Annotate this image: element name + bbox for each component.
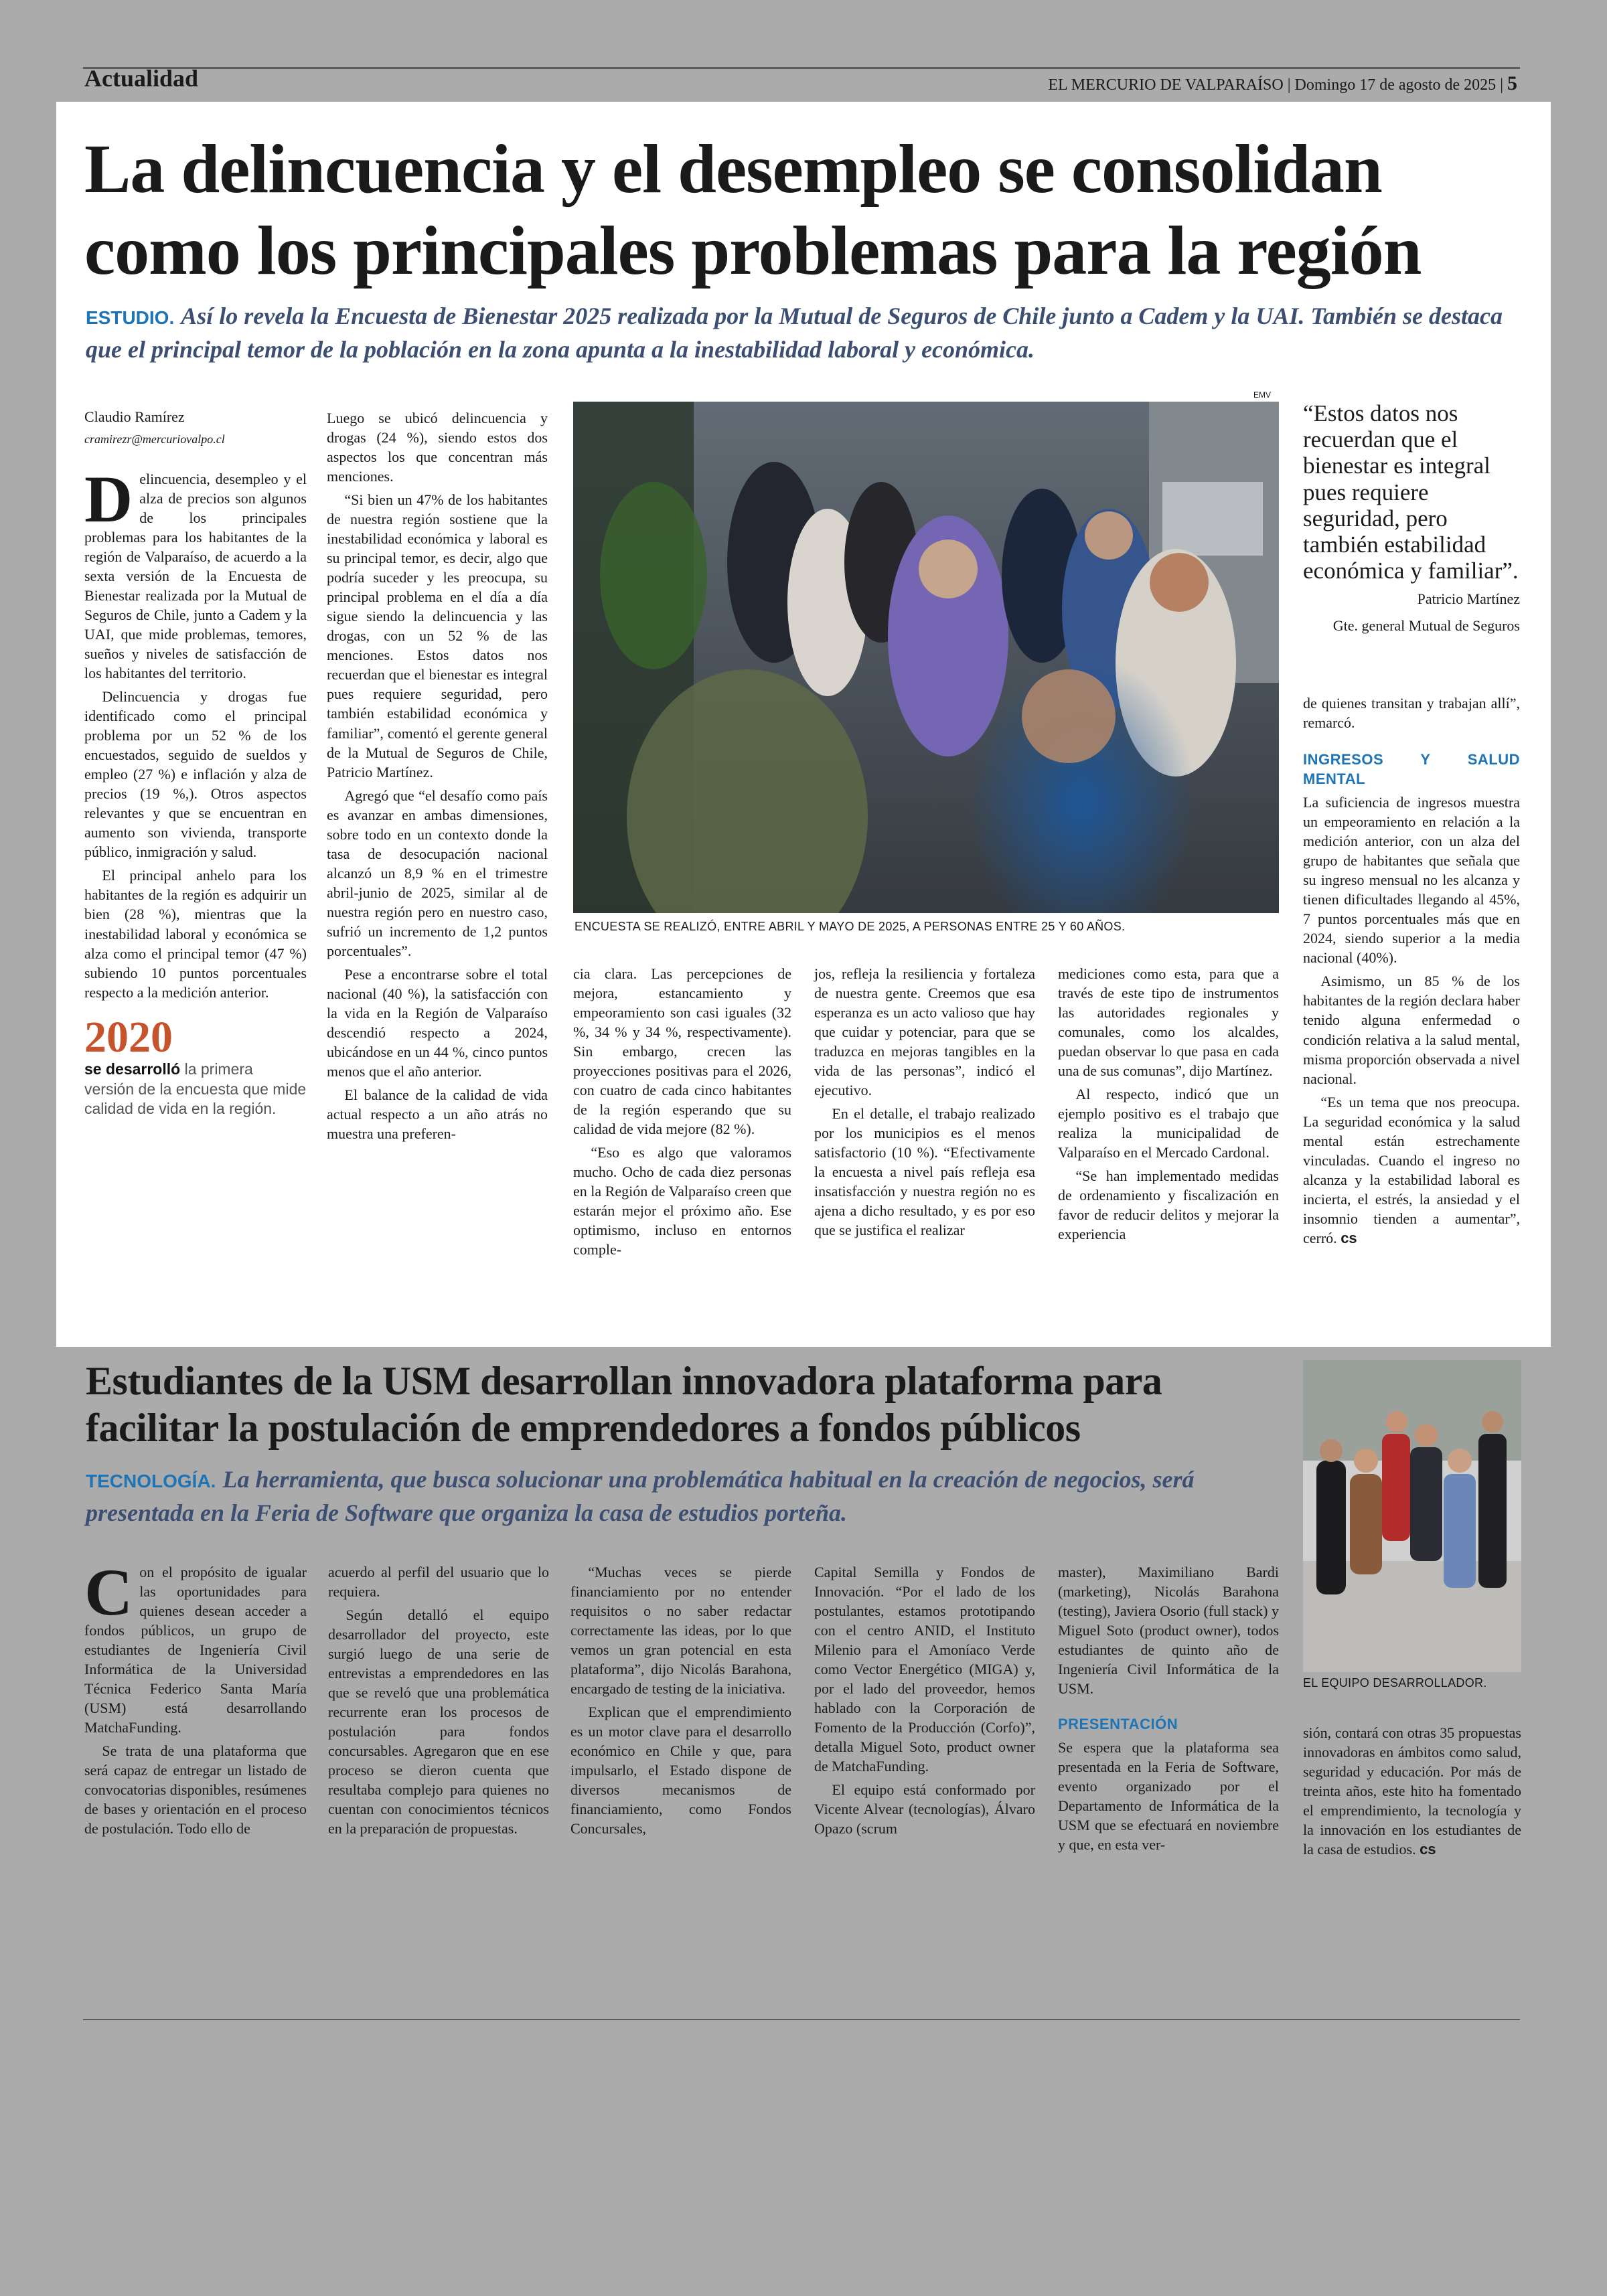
main-column-6 — [1303, 693, 1520, 1252]
section-label: Actualidad — [84, 65, 199, 92]
main-col2-paragraph-4: Pese a encontrarse sobre el total nacional (40 %), la satisfacción con la vida en la Región de Valparaíso descendió respecto a 2024, ubicándose en un 44 %, cinco puntos menos que el año anterior. — [327, 965, 548, 1080]
second-column-1 — [84, 1555, 307, 1842]
stat-bold: se desarrolló — [84, 1060, 181, 1078]
stat-year: 2020 — [84, 1012, 173, 1062]
main-col1-paragraph-1: Delincuencia, desempleo y el alza de precios son algunos de los principales problemas para los habitantes de la región de Valparaíso, de acuerdo a la sexta versión de la Encuesta de Bienestar realizada por la Mutual de Seguros de Chile, junto a Cadem y la UAI, que mide problemas, temores, sueños y niveles de satisfacción de los habitantes del territorio. — [84, 461, 307, 682]
main-lead — [86, 300, 1525, 366]
second-col1-paragraph-2: Se trata de una plataforma que será capaz de entregar un listado de convocatorias disponibles, resúmenes de bases y orientación en el proceso de postulación. Todo ello de — [84, 1742, 307, 1837]
second-col2-paragraph-1: acuerdo al perfil del usuario que lo requiera. — [328, 1564, 549, 1601]
quote-role: Gte. general Mutual de Seguros — [1332, 617, 1520, 635]
main-photo-caption: ENCUESTA SE REALIZÓ, ENTRE ABRIL Y MAYO DE 2025, A PERSONAS ENTRE 25 Y 60 AÑOS. — [575, 920, 1126, 933]
second-col6-paragraph-1: sión, contará con otras 35 propuestas innovadoras en ámbitos como salud, seguridad y educación. Por más de treinta años, este hito ha fomentado el emprendimiento, la tecnología y la innovación en los estudiantes de la casa de estudios. cs — [1303, 1724, 1521, 1858]
main-headline: La delincuencia y el desempleo se consolidan como los principales problemas para la región — [84, 131, 1422, 289]
second-col3-paragraph-1: “Muchas veces se pierde financiamiento por no entender requisitos o no saber redactar correctamente las ideas, por lo que vemos un gran potencial en esta plataforma”, dijo Nicolás Barahona, encargado de testing de la iniciativa. — [570, 1564, 791, 1698]
second-col1-paragraph-1: Con el propósito de igualar las oportunidades para quienes desean acceder a fondos públicos, un grupo de estudiantes de Ingeniería Civil Informática de la Universidad Técnica Federico Santa María (USM) está desarrollando MatchaFunding. — [84, 1555, 307, 1736]
main-col3-paragraph-1: cia clara. Las percepciones de mejora, estancamiento y empeoramiento son casi iguales (32 %, 34 % y 34 %, respectivamente). Sin embargo, crecen las proyecciones positivas para el 2026, con cuatro de cada cinco habitantes de la región esperando que su calidad de vida mejore (82 %). — [573, 965, 791, 1138]
second-column-5 — [1058, 1562, 1279, 1858]
masthead-separator: | — [1500, 76, 1507, 94]
main-col1-paragraph-3: El principal anhelo para los habitantes de la región es adquirir un bien (28 %), mientras que la inestabilidad laboral y económica se alza como el principal temor (47 %) subiendo 10 puntos porcentuales respecto a la medición anterior. — [84, 867, 307, 1001]
main-col6-paragraph-2: La suficiencia de ingresos muestra un empeoramiento en relación a la medición anterior, con un alza del grupo de habitantes que señala que su ingreso mensual no les alcanza y tienen dificultades llegando al 45%, 7 puntos porcentuales más que en 2024, siendo superior a la media nacional (40%). — [1303, 794, 1520, 967]
crowd-photo-illustration — [573, 402, 1279, 913]
main-col3-paragraph-2: “Eso es algo que valoramos mucho. Ocho de cada diez personas en la Región de Valparaíso creen que estarán mejor el próximo año. Ese optimismo, incluso en entornos comple- — [573, 1144, 791, 1258]
second-col2-paragraph-2: Según detalló el equipo desarrollador del proyecto, este surgió luego de una serie de entrevistas a emprendedores en las que se reveló que una problemática recurrente eran los procesos de postulación para fondos concursables. Agregaron que en ese proceso se dieron cuenta que resultaba complejo para quienes no cuentan con conocimientos técnicos en la preparación de propuestas. — [328, 1607, 549, 1837]
main-column-3 — [573, 964, 791, 1263]
end-mark: cs — [1420, 1841, 1436, 1858]
second-col3-paragraph-2: Explican que el emprendimiento es un motor clave para el desarrollo económico en Chile y que, para impulsarlo, el Estado dispone de diversos mecanismos de financiamiento, como Fondos Concursales, — [570, 1704, 791, 1837]
main-column-5 — [1058, 964, 1279, 1248]
stat-caption — [84, 1060, 307, 1120]
second-col5-paragraph-2: Se espera que la plataforma sea presentada en la Feria de Software, evento organizado por el Departamento de Informática de la USM que se efectuará en noviembre y que, en esta ver- — [1058, 1739, 1279, 1854]
main-col2-paragraph-3: Agregó que “el desafío como país es avanzar en ambas dimensiones, sobre todo en un contexto donde la tasa de desocupación nacional alcanzó un 8,9 % en el trimestre abril-junio de 2025, similar al de nuestra región pero en nuestro caso, sufrió un incremento de 1,2 puntos porcentuales”. — [327, 787, 548, 959]
second-column-2 — [328, 1562, 549, 1842]
masthead-info — [1048, 72, 1517, 95]
main-column-2 — [327, 408, 548, 1147]
main-col6-subhead: INGRESOS Y SALUD MENTAL — [1303, 751, 1520, 788]
main-lead-text: Así lo revela la Encuesta de Bienestar 2025 realizada por la Mutual de Seguros de Chile junto a Cadem y la UAI. También se destaca que el principal temor de la población en la zona apunta a la inestabilidad laboral y económica. — [86, 303, 1503, 363]
byline-name: Claudio Ramírez — [84, 408, 185, 425]
second-column-4 — [814, 1562, 1035, 1842]
team-photo-caption: EL EQUIPO DESARROLLADOR. — [1303, 1676, 1487, 1690]
pull-quote: “Estos datos nos recuerdan que el bienestar es integral pues requiere seguridad, pero también estabilidad económica y familiar”. — [1303, 400, 1519, 584]
main-lead-tag: ESTUDIO. — [86, 307, 175, 328]
second-lead-text: La herramienta, que busca solucionar una problemática habitual en la creación de negocios, será presentada en la Feria de Software que organiza la casa de estudios porteña. — [86, 1466, 1195, 1526]
main-col2-paragraph-5: El balance de la calidad de vida actual respecto a un año atrás no muestra una preferen- — [327, 1086, 548, 1143]
main-col5-paragraph-3: “Se han implementado medidas de ordenamiento y fiscalización en favor de reducir delitos y mejorar la experiencia — [1058, 1167, 1279, 1243]
second-col4-paragraph-1: Capital Semilla y Fondos de Innovación. “Por el lado de los postulantes, estamos prototipando con el centro ANID, el Instituto Milenio para el Amoníaco Verde como Vector Energético (MIGA) y, por el lado del proveedor, hemos hablado con la Corporación de Fomento de la Producción (Corfo)”, detalla Miguel Soto, product owner de MatchaFunding. — [814, 1564, 1035, 1775]
main-column-1 — [84, 407, 307, 1119]
bottom-rule — [83, 2019, 1520, 2020]
main-photo — [573, 402, 1279, 913]
main-col6-paragraph-4: “Es un tema que nos preocupa. La seguridad económica y la salud mental están estrechamente vinculadas. Cuando el ingreso no alcanza y la estabilidad laboral es incierta, el estrés, la ansiedad y el insomnio tienden a aumentar”, cerró. cs — [1303, 1093, 1520, 1246]
second-lead-tag: TECNOLOGÍA. — [86, 1471, 216, 1491]
pull-quote-block — [1303, 400, 1520, 635]
main-col1-paragraph-2: Delincuencia y drogas fue identificado como el principal problema por un 52 % de los encuestados, seguido de sueldos y empleo (27 %) e inflación y alza de precios (19 %,). Otros aspectos relevantes y que se encuentran en aumento son vivienda, transporte público, inmigración y salud. — [84, 688, 307, 861]
second-col5-paragraph-1: master), Maximiliano Bardi (marketing), Nicolás Barahona (testing), Javiera Osorio (full stack) y Miguel Soto (product owner), todos estudiantes de quinto año de Ingeniería Civil Informática de la USM. — [1058, 1564, 1279, 1698]
team-photo-illustration — [1303, 1360, 1521, 1672]
main-col6-paragraph-1: de quienes transitan y trabajan allí”, remarcó. — [1303, 695, 1520, 732]
second-col4-paragraph-2: El equipo está conformado por Vicente Alvear (tecnologías), Álvaro Opazo (scrum — [814, 1781, 1035, 1837]
main-col2-paragraph-1: Luego se ubicó delincuencia y drogas (24 %), siendo estos dos aspectos los que concentran más menciones. — [327, 410, 548, 485]
publication-name: EL MERCURIO DE VALPARAÍSO — [1048, 76, 1284, 94]
stat-text: la primera versión de la encuesta que mide calidad de vida en la región. — [84, 1060, 307, 1118]
main-col5-paragraph-2: Al respecto, indicó que un ejemplo positivo es el trabajo que realiza la municipalidad de Valparaíso en el Mercado Cardonal. — [1058, 1086, 1279, 1161]
top-rule — [83, 67, 1520, 69]
main-col2-paragraph-2: “Si bien un 47% de los habitantes de nuestra región sostiene que la inestabilidad económica y laboral es su principal temor, es decir, algo que podría suceder y les preocupa, su principal problema en el día a día sigue siendo la delincuencia y las drogas, con un 52 % de las menciones. Estos datos nos recuerdan que el bienestar es integral pues requiere seguridad, pero también estabilidad económica y familiar”, comentó el gerente general de la Mutual de Seguros de Chile, Patricio Martínez. — [327, 491, 548, 781]
masthead-separator: | — [1287, 76, 1295, 94]
main-col6-paragraph-3: Asimismo, un 85 % de los habitantes de la región declara haber tenido alguna enfermedad o condición relativa a la salud mental, misma proporción observada a nivel nacional. — [1303, 973, 1520, 1087]
page-number: 5 — [1507, 72, 1517, 94]
end-mark: cs — [1341, 1229, 1357, 1246]
second-headline: Estudiantes de la USM desarrollan innovadora plataforma para facilitar la postulación de emprendedores a fondos públicos — [86, 1359, 1162, 1451]
team-photo — [1303, 1360, 1521, 1672]
second-col5-subhead: PRESENTACIÓN — [1058, 1716, 1178, 1733]
main-dropcap: D — [84, 461, 133, 536]
main-column-4 — [814, 964, 1035, 1244]
second-lead — [86, 1463, 1291, 1530]
second-column-6 — [1303, 1723, 1521, 1863]
photo-credit: EMV — [1253, 390, 1272, 400]
main-col4-paragraph-2: En el detalle, el trabajo realizado por los municipios es el menos satisfactorio (10 %). “Efectivamente la encuesta a nivel país refleja esa insatisfacción y nuestra región no es ajena a dicho resultado, y es por eso que se justifica el realizar — [814, 1105, 1035, 1239]
byline-email: cramirezr@mercuriovalpo.cl — [84, 432, 225, 446]
second-column-3 — [570, 1562, 791, 1842]
main-col4-paragraph-1: jos, refleja la resiliencia y fortaleza de nuestra gente. Creemos que esa esperanza es un acto valioso que hay que cuidar y potenciar, para que se traduzca en mejoras tangibles en la vida de las personas”, indicó el ejecutivo. — [814, 965, 1035, 1099]
quote-name: Patricio Martínez — [1417, 590, 1520, 608]
second-dropcap: C — [84, 1555, 133, 1629]
main-col5-paragraph-1: mediciones como esta, para que a través de este tipo de instrumentos las autoridades regionales y comunales, como los alcaldes, puedan observar lo que pasa en cada una de sus comunas”, dijo Martínez. — [1058, 965, 1279, 1080]
issue-date: Domingo 17 de agosto de 2025 — [1294, 76, 1497, 94]
